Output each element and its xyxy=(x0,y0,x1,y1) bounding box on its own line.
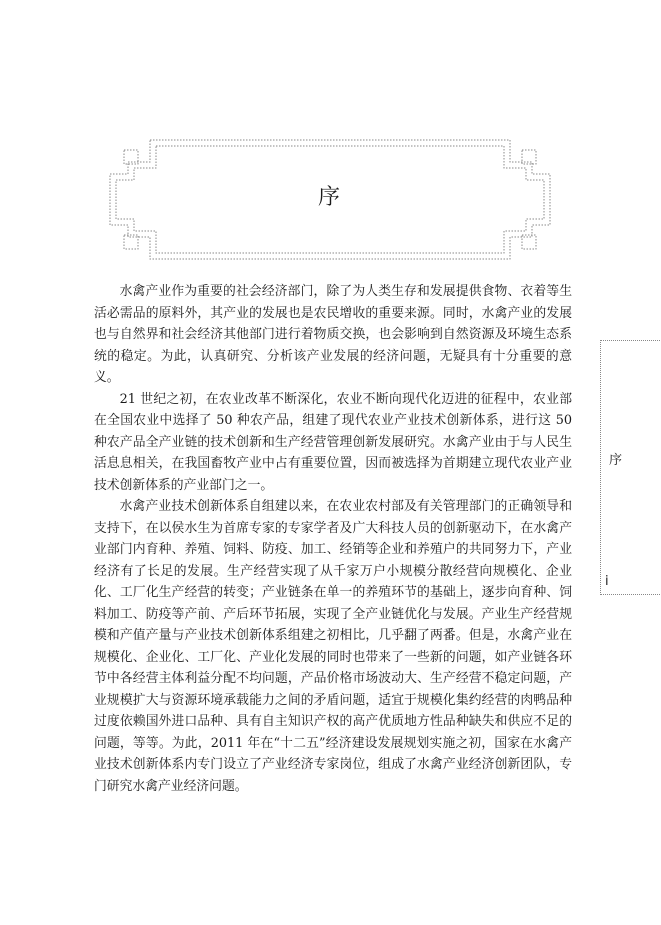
paragraph-2: 21 世纪之初，在农业改革不断深化，农业不断向现代化迈进的征程中，农业部在全国农业中选择了 50 种农产品，组建了现代农业产业技术创新体系，进行这 50 种农产品全产业链的技术创新和生产经营管理创新发展研究。水禽产业由于与人民生活息息相关，在我国畜牧产业中占有重要位置，因而被选择为首期建立现代农业产业技术创新体系的产业部门之一。 xyxy=(94,391,572,493)
page-number: i xyxy=(605,574,609,589)
chapter-side-tab xyxy=(600,340,661,595)
paragraph-3: 水禽产业技术创新体系自组建以来，在农业农村部及有关管理部门的正确领导和支持下，在以侯水生为首席专家的专家学者及广大科技人员的创新驱动下，在水禽产业部门内育种、养殖、饲料、防疫、加工、经销等企业和养殖户的共同努力下，产业经济有了长足的发展。生产经营实现了从千家万户小规模分散经营向规模化、企业化、工厂化生产经营的转变；产业链条在单一的养殖环节的基础上，逐步向育种、饲料加工、防疫等产前、产后环节拓展，实现了全产业链优化与发展。产业生产经营规模和产值产量与产业技术创新体系组建之初相比，几乎翻了两番。但是，水禽产业在规模化、企业化、工厂化、产业化发展的同时也带来了一些新的问题，如产业链各环节中各经营主体利益分配不均问题，产品价格市场波动大、生产经营不稳定问题，产业规模扩大与资源环境承载能力之间的矛盾问题，适宜于规模化集约经营的肉鸭品种过度依赖国外进口品种、具有自主知识产权的高产优质地方性品种缺失和供应不足的问题，等等。为此，2011 年在“十二五”经济建设发展规划实施之初，国家在水禽产业技术创新体系内专门设立了产业经济专家岗位，组成了水禽产业经济创新团队，专门研究水禽产业经济问题。 xyxy=(94,499,572,794)
page-title: 序 xyxy=(317,185,342,210)
side-tab-label: 序 xyxy=(609,453,623,468)
title-frame xyxy=(108,138,552,261)
preface-body xyxy=(94,281,572,797)
paragraph-1: 水禽产业作为重要的社会经济部门，除了为人类生存和发展提供食物、衣着等生活必需品的原料外，其产业的发展也是农民增收的重要来源。同时，水禽产业的发展也与自然界和社会经济其他部门进行着物质交换，也会影响到自然资源及环境生态系统的稳定。为此，认真研究、分析该产业发展的经济问题，无疑具有十分重要的意义。 xyxy=(94,284,572,385)
